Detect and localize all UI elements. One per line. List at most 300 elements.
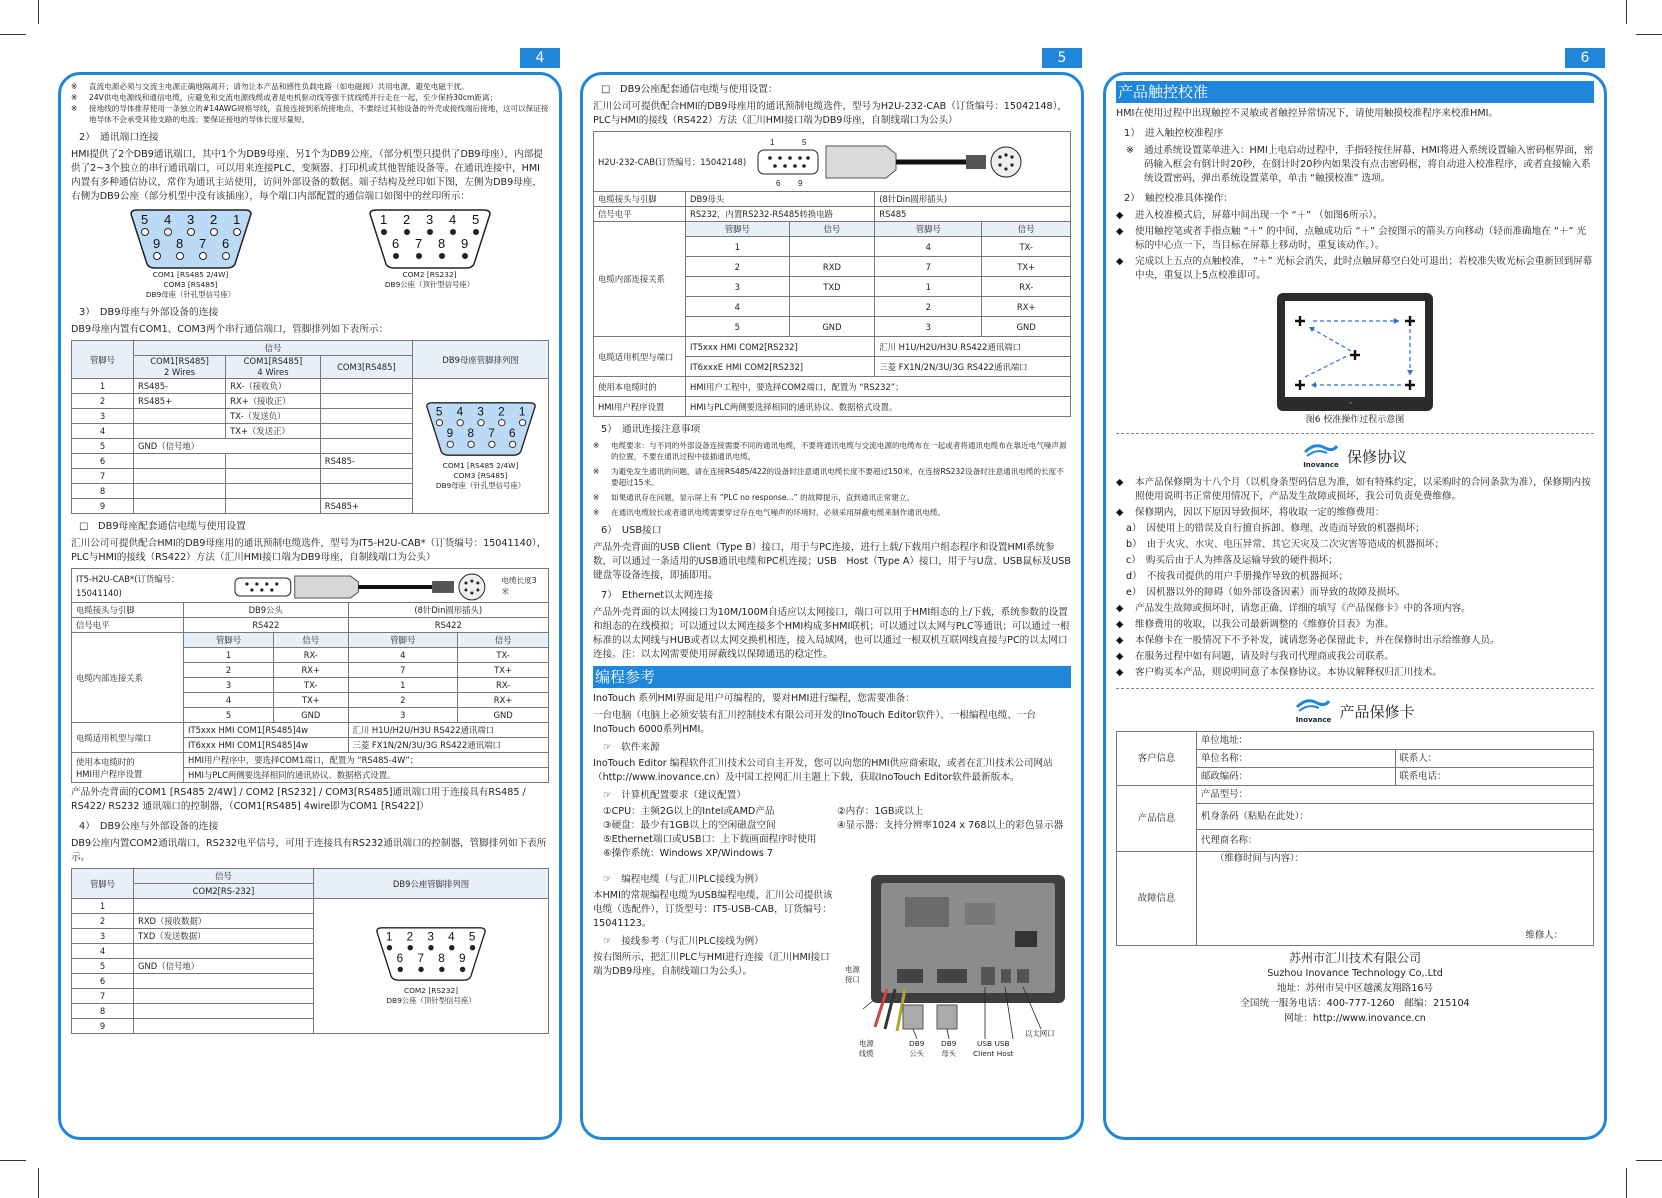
table-cell: 2 [348, 693, 458, 708]
table-cell: 三菱 FX1N/2N/3U/3G RS422通讯端口 [875, 357, 1071, 377]
list-mark: c） [1126, 555, 1141, 566]
pin-label: 3 [186, 212, 194, 227]
table-header: 管脚号 [72, 869, 134, 899]
table-cell: 4 [72, 944, 134, 959]
list-item: 本产品保修期为十八个月（以机身条型码信息为准，如有特殊约定，以采购时的合同条款为准），保修期内按照使用说明书正常使用情况下，产品发生故障或损坏，我公司负责免费维修。 [1135, 477, 1591, 502]
connector-caption: DB9母座（针孔型信号座） [435, 481, 526, 490]
table-cell: 2 [875, 297, 982, 317]
table-header: 管脚号 [72, 341, 134, 379]
table-cell: 3 [875, 317, 982, 337]
row-label: 电缆内部连接关系 [72, 633, 184, 723]
table-header: COM2[RS-232] [134, 884, 314, 899]
pin-label: 7 [417, 952, 424, 966]
table-header: COM1[RS485] 2 Wires [134, 356, 226, 379]
table-header: 信号 [134, 341, 413, 356]
pin-label: 5 [471, 212, 479, 227]
cable-icon [756, 136, 1026, 188]
table-cell: RS485+ [134, 394, 226, 409]
table-header: 信号 [458, 633, 549, 648]
port-label: COM1 [RS485 2/4W] [442, 461, 519, 470]
table-cell: HMI与PLC两侧要选择相同的通讯协议、数据格式设置。 [686, 397, 1071, 417]
pin-label: 8 [466, 427, 474, 441]
table-cell: TX+ [458, 663, 549, 678]
list-item: 不按我司提供的用户手册操作导致的机器损坏； [1146, 571, 1349, 582]
crop-mark [1636, 34, 1662, 35]
table-cell [320, 409, 412, 424]
bullet-icon: ◆ [1116, 651, 1124, 662]
table-cell: HMI用户程序中，要选择COM1端口，配置为 “RS485-4W”； [184, 753, 549, 768]
table-header: 管脚号 [875, 222, 982, 237]
row-label: 使用本电缆时的 HMI用户程序设置 [72, 753, 184, 783]
table-cell [134, 499, 226, 514]
table-cell: RS485- [320, 454, 412, 469]
table-cell: IT6xxxE HMI COM2[RS232] [686, 357, 875, 377]
row-label: 故障信息 [1117, 852, 1197, 946]
crop-mark [0, 1160, 26, 1161]
table-cell [134, 974, 314, 989]
list-item: 因机器以外的障碍（如外部设备因素）而导致的故障及损坏。 [1146, 587, 1406, 598]
company-name-en: Suzhou Inovance Technology Co,.Ltd [1267, 968, 1443, 979]
port-label: COM2 [RS232] [402, 270, 457, 279]
table-cell [134, 469, 226, 484]
crop-mark [38, 1168, 39, 1198]
warranty-header [1116, 442, 1594, 472]
table-cell: 9 [72, 1019, 134, 1034]
table-cell [320, 484, 412, 499]
table-cell: 5 [72, 959, 134, 974]
divider [1116, 688, 1594, 689]
table-row [594, 337, 1071, 357]
table-cell: IT6xxx HMI COM1[RS485]4w [184, 738, 349, 753]
section-title: 3） DB9母座与外部设备的连接 [79, 307, 219, 318]
note-mark: ※ [71, 104, 78, 113]
section-title: 6） USB接口 [601, 525, 662, 536]
note-mark: ※ [593, 508, 600, 517]
field-unit-name: 单位名称： [1197, 750, 1396, 768]
table-cell: RX+（接收正） [226, 394, 321, 409]
row-label: 信号电平 [594, 207, 686, 222]
crop-mark [0, 34, 26, 35]
section-text: HMI提供了2个DB9通讯端口，其中1个为DB9母座、另1个为DB9公座，（部分机型只提供了DB9母座），内部提供了2~3个独立的串行通讯端口，可以用来连接PLC、变频器、打印机或其他智能设备等。在通讯连接中，HMI内置有多种通信协议，常作为通讯主站使用，访问外部设备的数据。端子结构及丝印如下图，左侧为DB9母座，右侧为DB9公座（部分机型中没有该插座），每个端口内部配置的通信端口如图中的丝印所示： [71, 149, 543, 202]
pin-layout-cell [413, 379, 549, 514]
list-item: 因使用上的错误及自行擅自拆卸、修理、改造而导致的机器损坏； [1146, 523, 1425, 534]
table-cell: 2 [184, 663, 274, 678]
table-row [594, 207, 1071, 222]
table-cell: TXD [789, 277, 875, 297]
pin-label: 6 [508, 427, 516, 441]
db9-female-figure [127, 208, 255, 300]
table-cell: RX+ [274, 663, 348, 678]
pin-label: 6 [776, 178, 781, 188]
section-text: 按右图所示，把汇川PLC与HMI进行连接（汇川HMI接口端为DB9母座，自制线端口为公头）。 [593, 952, 830, 977]
note-text: 通过系统设置菜单进入：HMI上电启动过程中，手指轻按住屏幕，HMI将进入系统设置输入密码框界面，密码输入框会有倒计时20秒，在倒计时20秒内如果没有点击密码框，将自动进入校准程序，或者直接输入系统设置密码，弹出系统设置菜单，单击 “触摸校准” 选项。 [1144, 145, 1594, 184]
db9-female-pin-table [71, 340, 549, 514]
table-cell: 4 [72, 424, 134, 439]
table-cell: TX- [274, 678, 348, 693]
section-text: 产品外壳背面的以太网接口为10M/100M自适应以太网接口，端口可以用于HMI组态的上/下载，系统参数的设置和组态的在线模拟；可以通过以太网连接多个HMI构成多HMI联机；可以通过以太网与PLC等通讯；可以通过一根标准的以太网线与HUB或者以太网交换机相连，接入局域网，也可以通过一根双机互联网线直接与PC的以太网口连接。注：以太网需要使用屏蔽线以保障通迅的稳定性。 [593, 607, 1070, 660]
bullet-icon: ◆ [1116, 256, 1124, 267]
table-cell: GND（信号地） [134, 959, 314, 974]
photo-label-power: 电源 接口 [845, 965, 860, 984]
connector-caption: DB9公座（顶针型信号座） [384, 280, 475, 289]
port-label: COM1 [RS485 2/4W] [152, 270, 229, 279]
list-item: 维修费用的收取，以我公司最新调整的《维修价目表》为准。 [1135, 619, 1395, 630]
note-mark: ※ [1126, 145, 1135, 156]
section-text: 一台电脑（电脑上必须安装有汇川控制技术有限公司开发的InoTouch Editor软件）、一根编程电缆、一台InoTouch 6000系列HMI。 [593, 710, 1037, 735]
subsection-title: ☞ 接线参考（与汇川PLC接线为例） [603, 936, 764, 947]
page-6-panel [1103, 72, 1607, 1140]
list-item: 本保修卡在一般情况下不予补发，诚请您务必保留此卡，并在保修时出示给维修人员。 [1135, 635, 1500, 646]
list-item: 保修期内，因以下原因导致损坏，将收取一定的维修费用： [1135, 507, 1385, 518]
list-item: 产品发生故障或损坏时，请您正确、详细的填写《产品保修卡》中的各项内容。 [1135, 603, 1471, 614]
list-item: 进入校准模式后，屏幕中间出现一个 “＋” （如图6所示）。 [1135, 210, 1383, 221]
table-cell: TX- [458, 648, 549, 663]
db9-connectors-figure [71, 208, 549, 300]
table-header: COM1[RS485] 4 Wires [226, 356, 321, 379]
field-fault [1197, 852, 1594, 946]
table-row [72, 899, 549, 914]
table-cell: 3 [184, 678, 274, 693]
warranty-card-table [1116, 731, 1594, 946]
hmi-calibration-screen-illustration [1277, 293, 1433, 411]
table-cell: (8针Din圆形插头) [348, 603, 548, 618]
pin-label: 3 [476, 405, 484, 419]
table-header: DB9母座管脚排列图 [413, 341, 549, 379]
pin-label: 1 [379, 212, 387, 227]
table-cell [226, 499, 321, 514]
cable-table [593, 131, 1071, 417]
table-cell: 3 [72, 409, 134, 424]
table-cell: RX- [982, 277, 1071, 297]
table-row [594, 192, 1071, 207]
table-row [72, 753, 549, 768]
company-website[interactable]: 网址：http://www.inovance.cn [1284, 1013, 1426, 1024]
note-mark: ※ [593, 467, 600, 476]
row-label: 电缆接头与引脚 [72, 603, 184, 618]
table-cell: 汇川 H1U/H2U/H3U RS422通讯端口 [875, 337, 1071, 357]
table-cell: 3 [348, 708, 458, 723]
crop-mark [1636, 1160, 1662, 1161]
table-cell: 7 [875, 257, 982, 277]
table-cell: TX+（发送正） [226, 424, 321, 439]
table-cell [134, 1019, 314, 1034]
crop-mark [1626, 0, 1627, 24]
table-cell: 7 [348, 663, 458, 678]
db9-female-connector-icon [127, 208, 255, 270]
figure-caption: 图6 校准操作过程示意图 [1305, 415, 1405, 425]
table-cell [226, 469, 321, 484]
table-cell: 2 [72, 914, 134, 929]
company-name-cn: 苏州市汇川技术有限公司 [1288, 951, 1421, 965]
table-cell: RX- [458, 678, 549, 693]
list-item: ④显示器：支持分辨率1024 x 768以上的彩色显示器 [837, 820, 1064, 831]
table-cell: IT5xxx HMI COM1[RS485]4w [184, 723, 349, 738]
pin-label: 5 [140, 212, 148, 227]
field-model: 产品型号： [1197, 786, 1594, 804]
table-cell: RS485+ [320, 499, 412, 514]
note-text: 接地线的导体推荐使用一条独立的#14AWG规格导线，直接连接到系统接地点，不要经过其他设备的外壳或接线端后接地，这可以保证接地导体不会承受其他支路的电流；要保证接地的导体长度尽量短。 [89, 104, 549, 124]
table-cell: GND [458, 708, 549, 723]
calibration-figure [1116, 293, 1594, 411]
page-5-panel [580, 72, 1084, 1140]
note-mark: ※ [593, 493, 600, 502]
field-contact: 联系人： [1395, 750, 1594, 768]
section-title: 2） 触控校准具体操作： [1124, 193, 1234, 204]
note-text: 直流电源必须与交流主电源正确地隔离开；请勿让本产品和感性负载电路（如电磁阀）共用电源，避免电磁干扰。 [89, 82, 469, 91]
table-cell: 4 [348, 648, 458, 663]
page-4-panel [58, 72, 562, 1140]
field-serial: 机身条码（粘贴在此处）： [1197, 804, 1594, 830]
note-text: 为避免发生通讯的问题，请在连接RS485/422的设备时注意通讯电缆长度不要超过150米，在连接RS232设备时注意通讯电缆的长度不要超过15米。 [611, 467, 1064, 487]
section-text: HMI在使用过程中出现触控不灵敏或者触控异常情况下，请使用触摸校准程序来校准HMI。 [1116, 108, 1499, 119]
table-cell: 1 [348, 678, 458, 693]
table-cell [320, 439, 412, 454]
table-cell [789, 237, 875, 257]
table-cell: 1 [184, 648, 274, 663]
bullet-icon: ◆ [1116, 619, 1124, 630]
table-header: 信号 [982, 222, 1071, 237]
list-item: ②内存：1GB或以上 [837, 806, 924, 817]
cable-icon [233, 570, 494, 602]
section-text: 产品外壳背面的COM1 [RS485 2/4W] / COM2 [RS232] / COM3[RS485]通讯端口用于连接具有RS485 / RS422/ RS232 通讯端口的控制器，（COM1[RS485] 4wire即为COM1 [RS422]） [71, 787, 526, 812]
cable-model: H2U-232-CAB(订货编号：15042148) [598, 156, 747, 167]
warranty-list [1116, 476, 1594, 680]
table-cell [226, 484, 321, 499]
list-item: 使用触控笔或者手指点触 “＋” 的中间，点触成功后 “＋” 会按图示的箭头方向移动（轻而准确地在 “＋” 光标的中心点一下，当目标在屏幕上移动时，重复该动作。）。 [1135, 226, 1587, 251]
page-number: 5 [1042, 48, 1082, 68]
section-title: 2） 通讯端口连接 [79, 132, 159, 143]
table-cell [134, 409, 226, 424]
list-mark: b） [1126, 539, 1142, 550]
table-cell: 5 [686, 317, 790, 337]
table-cell: 1 [72, 899, 134, 914]
bullet-icon: ◆ [1116, 226, 1124, 237]
section-title: 1） 进入触控校准程序 [1124, 128, 1224, 139]
note-mark: ※ [71, 82, 78, 91]
note-mark: ※ [593, 441, 600, 450]
pin-label: 2 [406, 930, 414, 944]
table-row [594, 377, 1071, 397]
pin-label: 5 [435, 405, 442, 419]
pin-label: 5 [802, 137, 807, 147]
table-row [72, 569, 549, 603]
warranty-title: 保修协议 [1346, 448, 1407, 466]
table-cell: 3 [686, 277, 790, 297]
list-item: 在服务过程中如有问题，请及时与我司代理商或我公司联系。 [1135, 651, 1395, 662]
row-label: 电缆内部连接关系 [594, 222, 686, 337]
section-text: 本HMI的常规编程电缆为USB编程电缆，汇川公司提供该电缆（选配件），订货型号：IT5-USB-CAB，订货编号：15041123。 [593, 890, 833, 929]
inovance-logo [1295, 697, 1331, 727]
notes-list [593, 440, 1071, 518]
photo-label-db9m: DB9 公头 [909, 1039, 925, 1058]
field-phone: 联系电话： [1395, 768, 1594, 786]
port-label: COM3 [RS485] [163, 280, 218, 289]
table-cell: 9 [72, 499, 134, 514]
pin-label: 9 [446, 427, 453, 441]
pin-label: 9 [152, 236, 160, 251]
cable-model: IT5-H2U-CAB*(订货编号：15041140) [76, 573, 180, 598]
table-header: 信号 [134, 869, 314, 884]
db9-male-figure [366, 208, 494, 290]
table-cell: RS485- [134, 379, 226, 394]
table-cell: TXD（发送数据） [134, 929, 314, 944]
note-text: 电缆要求：与不同的外部设备连接需要不同的通讯电缆，不要将通讯电缆与交流电源的电缆布在一起或者将通讯电缆布在靠近电气噪声源的位置，不要在通讯过程中拔插通讯电缆。 [611, 441, 1067, 461]
table-header: 管脚号 [184, 633, 274, 648]
table-cell: TX-（发送负） [226, 409, 321, 424]
safety-notes [71, 81, 549, 125]
hmi-rear-photo [845, 869, 1071, 1059]
cable-figure-cell [72, 569, 549, 603]
table-header: DB9公座管脚排列图 [314, 869, 549, 899]
table-row [72, 379, 549, 394]
table-cell: RXD [789, 257, 875, 277]
pin-label: 2 [497, 405, 505, 419]
pin-label: 6 [396, 952, 404, 966]
subsection-title: ☞ 软件来源 [603, 742, 660, 753]
section-title: 7） Ethernet以太网连接 [601, 590, 714, 601]
pin-label: 1 [385, 930, 393, 944]
inovance-logo-icon [1303, 442, 1339, 458]
pin-label: 8 [175, 236, 183, 251]
table-cell: HMI与PLC两侧要选择相同的通讯协议、数据格式设置。 [184, 768, 549, 783]
page-number: 4 [520, 48, 560, 68]
table-cell: GND [789, 317, 875, 337]
pin-label: 9 [798, 178, 803, 188]
cable-table [71, 568, 549, 783]
table-cell: DB9公头 [184, 603, 349, 618]
list-item: ⑤Ethernet端口或USB口：上下载画面程序时使用 [603, 834, 817, 845]
table-cell: 3 [72, 929, 134, 944]
connector-caption: DB9母座（针孔型信号座） [145, 290, 236, 299]
pin-label: 8 [438, 952, 445, 966]
table-row [72, 618, 549, 633]
list-mark: d） [1126, 571, 1142, 582]
table-cell: 6 [72, 454, 134, 469]
table-cell [134, 454, 226, 469]
table-cell: TX- [982, 237, 1071, 257]
table-row [594, 397, 1071, 417]
section-bar-calibration: 产品触控校准 [1116, 81, 1594, 103]
table-cell: 7 [72, 469, 134, 484]
section-text: 产品外壳背面的USB Client（Type B）接口，用于与PC连接，进行上载/下载用户组态程序和设置HMI系统参数，可以通过一条适用的USB通讯电缆和PC机连接；USB Host（Type A）接口，用于与U盘、USB鼠标及USB键盘等设备连接，即插即用。 [593, 542, 1071, 581]
table-row [72, 723, 549, 738]
card-title: 产品保修卡 [1339, 703, 1415, 721]
table-cell [134, 1004, 314, 1019]
table-cell [320, 379, 412, 394]
field-unit-address: 单位地址： [1197, 732, 1594, 750]
db9-female-connector-icon [422, 401, 540, 457]
table-cell: RS422 [184, 618, 349, 633]
subsection-title: ☞ 编程电缆（与汇川PLC接线为例） [603, 874, 764, 885]
table-cell [789, 297, 875, 317]
pin-label: 2 [209, 212, 217, 227]
pin-label: 7 [198, 236, 206, 251]
table-cell: RX+ [458, 693, 549, 708]
table-cell: GND（信号地） [134, 439, 321, 454]
field-repairer: 维修人： [1525, 930, 1563, 941]
pin-label: 7 [414, 236, 422, 251]
section-text: 汇川公司可提供配合HMI的DB9母座用的通讯预制电缆选件，型号为IT5-H2U-CAB*（订货编号：15041140），PLC与HMI的接线（RS422）方法（汇川HMI接口端为DB9母座，自制线端口为公头） [71, 538, 547, 563]
list-item: ①CPU：主频2G以上的Intel或AMD产品 [603, 806, 775, 817]
table-header: 信号 [274, 633, 348, 648]
table-cell: (8针Din圆形插头) [875, 192, 1071, 207]
pin-label: 9 [460, 236, 468, 251]
table-cell [320, 424, 412, 439]
table-cell: 8 [72, 484, 134, 499]
table-row [594, 222, 1071, 237]
inovance-logo-icon [1295, 697, 1331, 713]
port-label: COM3 [RS485] [453, 471, 508, 480]
row-label: 客户信息 [1117, 732, 1197, 786]
table-cell: 5 [184, 708, 274, 723]
pin-label: 4 [448, 930, 455, 944]
table-header: COM3[RS485] [320, 356, 412, 379]
svg-text:≈: ≈ [1349, 401, 1353, 407]
table-cell: TX+ [982, 257, 1071, 277]
requirements-list [603, 805, 1071, 861]
list-item: 由于火灾、水灾、电压异常、其它天灾及二次灾害等造成的机器损坏； [1146, 539, 1445, 550]
list-item: 客户购买本产品，则说明同意了本保修协议。本协议解释权归汇川技术。 [1135, 667, 1442, 678]
table-cell: 5 [72, 439, 134, 454]
pin-layout-cell [314, 899, 549, 1034]
field-zip: 邮政编码： [1197, 768, 1396, 786]
pin-label: 8 [437, 236, 445, 251]
photo-label-power-cable: 电源 线缆 [859, 1039, 874, 1058]
table-cell: HMI用户工程中，要选择COM2端口，配置为 “RS232”； [686, 377, 1071, 397]
section-title: 5） 通讯连接注意事项 [601, 424, 701, 435]
table-header: 管脚号 [686, 222, 790, 237]
table-cell: RX- [274, 648, 348, 663]
table-header: 信号 [789, 222, 875, 237]
subsection-title: ☞ 计算机配置要求（建议配置） [603, 790, 746, 801]
table-cell [134, 989, 314, 1004]
table-cell: 汇川 H1U/H2U/H3U RS422通讯端口 [348, 723, 548, 738]
note-text: 24V供电电源线和通信电缆，应避免和交流电源线缆或者是电机驱动线等强干扰线缆并行走在一起，至少保持30cm距离； [89, 93, 498, 102]
table-row [72, 603, 549, 618]
row-label: 电缆适用机型与端口 [72, 723, 184, 753]
list-item: ③硬盘：最少有1GB以上的空闲磁盘空间 [603, 820, 776, 831]
table-cell: RS422 [348, 618, 548, 633]
list-item: 购买后由于人为摔落及运输导致的硬件损坏； [1145, 555, 1338, 566]
table-cell [134, 899, 314, 914]
brand-name: Inovance [1295, 716, 1332, 724]
section-title: 4） DB9公座与外部设备的连接 [79, 821, 219, 832]
table-cell: 2 [686, 257, 790, 277]
pin-label: 4 [456, 405, 463, 419]
list-item: ⑥操作系统：Windows XP/Windows 7 [603, 848, 774, 859]
pin-label: 9 [459, 952, 466, 966]
table-cell: 2 [72, 394, 134, 409]
divider [1116, 433, 1594, 434]
table-cell: RX+ [982, 297, 1071, 317]
page-number: 6 [1565, 48, 1605, 68]
db9-male-pin-table [71, 868, 549, 1034]
table-cell: IT5xxx HMI COM2[RS232] [686, 337, 875, 357]
table-cell: 4 [184, 693, 274, 708]
table-cell: 1 [875, 277, 982, 297]
pin-label: 3 [427, 930, 434, 944]
db9-male-connector-icon [366, 208, 494, 270]
section-bar-programming: 编程参考 [593, 666, 1071, 688]
note-mark: ※ [71, 93, 78, 102]
table-cell: RS485 [875, 207, 1071, 222]
table-cell: 8 [72, 1004, 134, 1019]
inovance-logo [1303, 442, 1339, 472]
table-cell: GND [982, 317, 1071, 337]
pin-label: 4 [163, 212, 171, 227]
port-label: COM2 [RS232] [403, 986, 459, 995]
table-cell: 1 [686, 237, 790, 257]
